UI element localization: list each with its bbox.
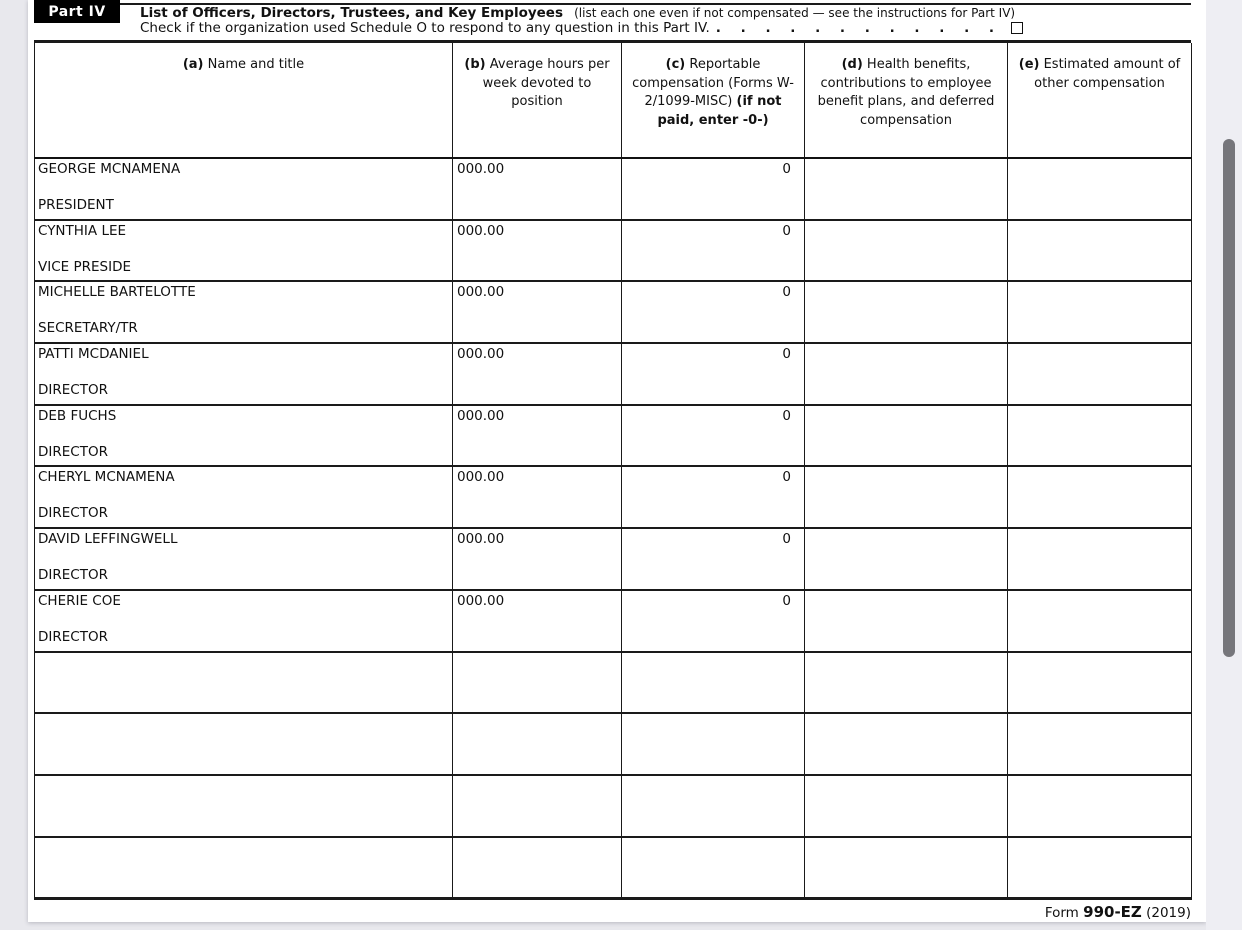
officer-rows xyxy=(35,158,1192,898)
footer-form-year: (2019) xyxy=(1146,905,1191,921)
officer-name: CHERIE COE xyxy=(38,592,121,609)
hours-cell: 000.00 xyxy=(453,590,622,652)
footer-form-number: 990-EZ xyxy=(1083,903,1142,921)
col-header-reportable-comp xyxy=(622,43,805,158)
other-compensation-cell xyxy=(1008,220,1192,282)
compensation-cell: 0 xyxy=(622,528,805,590)
officer-name-title-cell xyxy=(35,343,453,405)
officer-title: SECRETARY/TR xyxy=(38,320,138,337)
officer-name-title-cell xyxy=(35,652,453,714)
other-compensation-cell xyxy=(1008,405,1192,467)
officer-title: DIRECTOR xyxy=(38,443,108,460)
part-title: List of Officers, Directors, Trustees, and Key Employees xyxy=(140,5,564,21)
officer-title: DIRECTOR xyxy=(38,628,108,645)
compensation-cell xyxy=(622,652,805,714)
health-benefits-cell xyxy=(805,158,1008,220)
table-row xyxy=(35,220,1192,282)
table-row xyxy=(35,405,1192,467)
table-row xyxy=(35,652,1192,714)
officer-name-title-cell xyxy=(35,590,453,652)
compensation-cell: 0 xyxy=(622,590,805,652)
health-benefits-cell xyxy=(805,466,1008,528)
other-compensation-cell xyxy=(1008,466,1192,528)
col-a-prefix: (a) xyxy=(182,57,204,72)
officer-name: PATTI MCDANIEL xyxy=(38,346,149,363)
officer-name: CYNTHIA LEE xyxy=(38,222,127,239)
col-a-label: Name and title xyxy=(207,57,305,72)
table-row xyxy=(35,466,1192,528)
part-iv-label: Part IV xyxy=(48,3,106,20)
col-header-health-benefits xyxy=(805,43,1008,158)
table-row xyxy=(35,343,1192,405)
health-benefits-cell xyxy=(805,281,1008,343)
hours-cell xyxy=(453,837,622,899)
officer-name-title-cell xyxy=(35,405,453,467)
col-c-prefix: (c) xyxy=(665,57,686,72)
other-compensation-cell xyxy=(1008,713,1192,775)
other-compensation-cell xyxy=(1008,652,1192,714)
health-benefits-cell xyxy=(805,405,1008,467)
other-compensation-cell xyxy=(1008,158,1192,220)
health-benefits-cell xyxy=(805,775,1008,837)
other-compensation-cell xyxy=(1008,343,1192,405)
col-b-label: Average hours per week devoted to position xyxy=(482,57,610,109)
hours-cell: 000.00 xyxy=(453,405,622,467)
health-benefits-cell xyxy=(805,652,1008,714)
check-line-text: Check if the organization used Schedule O to respond to any question in this Part IV. xyxy=(140,20,710,36)
table-row xyxy=(35,528,1192,590)
col-d-label: Health benefits, contributions to employee benefit plans, and deferred compensation xyxy=(817,57,995,128)
col-c-label: Reportable compensation (Forms W-2/1099-MISC) xyxy=(632,57,794,109)
health-benefits-cell xyxy=(805,343,1008,405)
officer-title: VICE PRESIDE xyxy=(38,258,131,275)
officer-name: MICHELLE BARTELOTTE xyxy=(38,284,196,301)
officer-name-title-cell xyxy=(35,466,453,528)
col-header-avg-hours xyxy=(453,43,622,158)
officer-name-title-cell xyxy=(35,528,453,590)
officer-name: DEB FUCHS xyxy=(38,407,117,424)
other-compensation-cell xyxy=(1008,590,1192,652)
col-e-prefix: (e) xyxy=(1018,57,1040,72)
col-c-label-bold: (if not paid, enter -0-) xyxy=(657,94,782,128)
compensation-cell xyxy=(622,775,805,837)
hours-cell: 000.00 xyxy=(453,343,622,405)
part-iv-badge xyxy=(34,0,120,23)
schedule-o-checkbox[interactable] xyxy=(1011,22,1023,34)
officer-title: DIRECTOR xyxy=(38,505,108,522)
footer-form-word: Form xyxy=(1044,905,1079,921)
col-header-other-comp xyxy=(1008,43,1192,158)
other-compensation-cell xyxy=(1008,775,1192,837)
table-row xyxy=(35,713,1192,775)
compensation-cell: 0 xyxy=(622,158,805,220)
officer-title: DIRECTOR xyxy=(38,382,108,399)
officer-name-title-cell xyxy=(35,713,453,775)
table-row xyxy=(35,775,1192,837)
pdf-page xyxy=(28,0,1206,922)
hours-cell: 000.00 xyxy=(453,158,622,220)
health-benefits-cell xyxy=(805,837,1008,899)
other-compensation-cell xyxy=(1008,528,1192,590)
hours-cell: 000.00 xyxy=(453,220,622,282)
hours-cell xyxy=(453,713,622,775)
officer-name: GEORGE MCNAMENA xyxy=(38,161,181,177)
other-compensation-cell xyxy=(1008,837,1192,899)
health-benefits-cell xyxy=(805,220,1008,282)
schedule-o-check-line xyxy=(140,20,1023,36)
officer-name-title-cell xyxy=(35,158,453,220)
part-iv-heading xyxy=(140,2,1190,21)
table-row xyxy=(35,590,1192,652)
officers-table xyxy=(34,43,1192,900)
health-benefits-cell xyxy=(805,713,1008,775)
form-footer xyxy=(34,903,1191,921)
officer-name: CHERYL MCNAMENA xyxy=(38,469,175,486)
scrollbar-thumb[interactable] xyxy=(1223,139,1235,657)
table-row xyxy=(35,158,1192,220)
officer-name-title-cell xyxy=(35,775,453,837)
col-e-label: Estimated amount of other compensation xyxy=(1034,57,1181,91)
col-d-prefix: (d) xyxy=(841,57,863,72)
compensation-cell: 0 xyxy=(622,466,805,528)
compensation-cell xyxy=(622,837,805,899)
hours-cell xyxy=(453,652,622,714)
officer-name-title-cell xyxy=(35,220,453,282)
compensation-cell: 0 xyxy=(622,220,805,282)
hours-cell xyxy=(453,775,622,837)
hours-cell: 000.00 xyxy=(453,281,622,343)
health-benefits-cell xyxy=(805,590,1008,652)
col-b-prefix: (b) xyxy=(464,57,486,72)
table-row xyxy=(35,837,1192,899)
hours-cell: 000.00 xyxy=(453,528,622,590)
compensation-cell: 0 xyxy=(622,343,805,405)
officer-name-title-cell xyxy=(35,837,453,899)
table-row xyxy=(35,281,1192,343)
hours-cell: 000.00 xyxy=(453,466,622,528)
compensation-cell: 0 xyxy=(622,281,805,343)
part-title-note: (list each one even if not compensated — see the instructions for Part IV) xyxy=(574,6,1016,20)
officer-title: DIRECTOR xyxy=(38,567,108,584)
officer-name-title-cell xyxy=(35,281,453,343)
officer-title: PRESIDENT xyxy=(38,197,114,213)
other-compensation-cell xyxy=(1008,281,1192,343)
table-header-row xyxy=(35,43,1192,158)
compensation-cell xyxy=(622,713,805,775)
col-header-name-title xyxy=(35,43,453,158)
officer-name: DAVID LEFFINGWELL xyxy=(38,531,178,548)
health-benefits-cell xyxy=(805,528,1008,590)
compensation-cell: 0 xyxy=(622,405,805,467)
dot-leader: . . . . . . . . . . . . xyxy=(715,20,996,36)
